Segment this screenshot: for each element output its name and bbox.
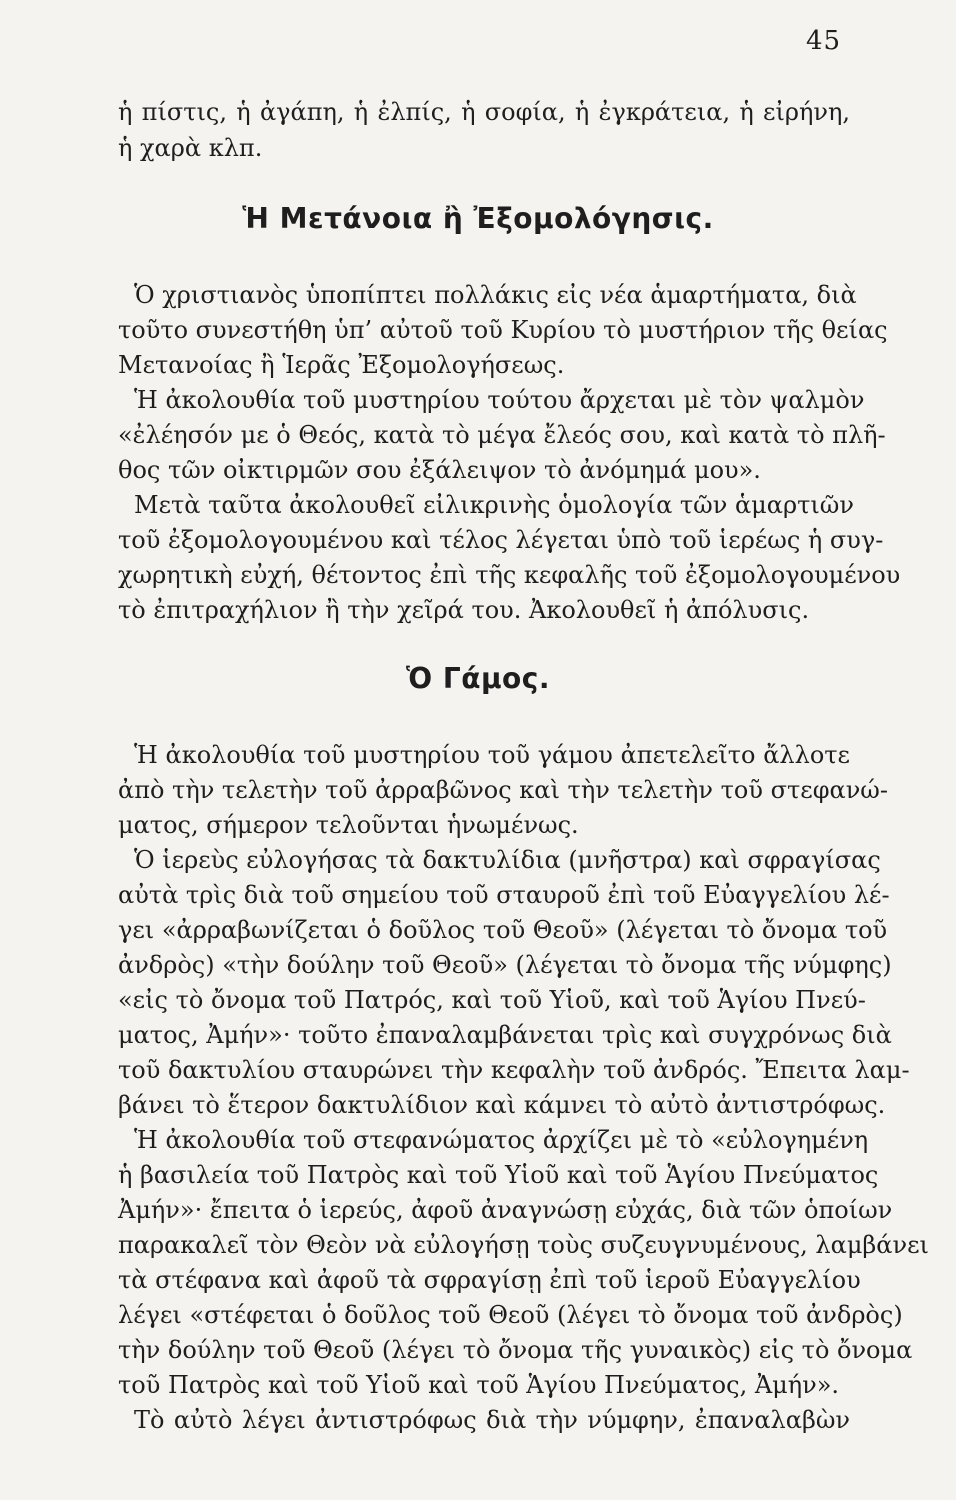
text-line: ἡ χαρὰ κλπ. [118,134,263,162]
text-line: Ὁ χριστιανὸς ὑποπίπτει πολλάκις εἰς νέα ἁμαρτήματα, διὰ [134,281,857,309]
text-line: Ἡ ἀκολουθία τοῦ μυστηρίου τούτου ἄρχεται μὲ τὸν ψαλμὸν [134,386,865,414]
text-line: τὰ στέφανα καὶ ἀφοῦ τὰ σφραγίσῃ ἐπὶ τοῦ ἱεροῦ Εὐαγγελίου [118,1266,861,1294]
text-line: τοῦ δακτυλίου σταυρώνει τὴν κεφαλὴν τοῦ ἀνδρός. Ἔπειτα λαμ- [118,1056,910,1084]
text-line: λέγει «στέφεται ὁ δοῦλος τοῦ Θεοῦ (λέγει τὸ ὄνομα τοῦ ἀνδρὸς) [118,1301,903,1329]
text-line: Ἡ ἀκολουθία τοῦ μυστηρίου τοῦ γάμου ἀπετελεῖτο ἄλλοτε [134,741,850,769]
text-line: τοῦ ἐξομολογουμένου καὶ τέλος λέγεται ὑπὸ τοῦ ἱερέως ἡ συγ- [118,526,884,554]
text-line: παρακαλεῖ τὸν Θεὸν νὰ εὐλογήσῃ τοὺς συζευγνυμένους, λαμβάνει [118,1231,929,1259]
text-line: βάνει τὸ ἕτερον δακτυλίδιον καὶ κάμνει τὸ αὐτὸ ἀντιστρόφως. [118,1091,886,1119]
text-line: τὸ ἐπιτραχήλιον ἢ τὴν χεῖρά του. Ἀκολουθεῖ ἡ ἀπόλυσις. [118,596,810,624]
text-line: ματος, σήμερον τελοῦνται ἡνωμένως. [118,811,579,839]
text-line: τοῦτο συνεστήθη ὑπ’ αὐτοῦ τοῦ Κυρίου τὸ μυστήριον τῆς θείας [118,316,888,344]
text-line: «εἰς τὸ ὄνομα τοῦ Πατρός, καὶ τοῦ Υἱοῦ, καὶ τοῦ Ἁγίου Πνεύ- [118,986,866,1014]
text-line: ἀνδρὸς) «τὴν δούλην τοῦ Θεοῦ» (λέγεται τὸ ὄνομα τῆς νύμφης) [118,951,892,979]
text-line: Ἡ ἀκολουθία τοῦ στεφανώματος ἀρχίζει μὲ τὸ «εὐλογημένη [134,1126,869,1154]
text-line: ματος, Ἀμήν»· τοῦτο ἐπαναλαμβάνεται τρὶς καὶ συγχρόνως διὰ [118,1021,892,1049]
text-line: Μετὰ ταῦτα ἀκολουθεῖ εἰλικρινὴς ὁμολογία τῶν ἁμαρτιῶν [134,491,854,519]
text-line: Τὸ αὐτὸ λέγει ἀντιστρόφως διὰ τὴν νύμφην, ἐπαναλαβὼν [134,1406,850,1434]
text-line: ἡ πίστις, ἡ ἀγάπη, ἡ ἐλπίς, ἡ σοφία, ἡ ἐγκράτεια, ἡ εἰρήνη, [118,98,850,126]
section-heading-repentance: Ἡ Μετάνοια ἢ Ἐξομολόγησις. [242,202,714,235]
text-line: ἀπὸ τὴν τελετὴν τοῦ ἀρραβῶνος καὶ τὴν τελετὴν τοῦ στεφανώ- [118,776,888,804]
text-line: Μετανοίας ἢ Ἱερᾶς Ἐξομολογήσεως. [118,351,565,379]
text-line: Ὁ ἱερεὺς εὐλογήσας τὰ δακτυλίδια (μνῆστρα) καὶ σφραγίσας [134,846,881,874]
text-line: ἡ βασιλεία τοῦ Πατρὸς καὶ τοῦ Υἱοῦ καὶ τοῦ Ἁγίου Πνεύματος [118,1161,879,1189]
text-line: τὴν δούλην τοῦ Θεοῦ (λέγει τὸ ὄνομα τῆς γυναικὸς) εἰς τὸ ὄνομα [118,1336,913,1364]
text-line: Ἀμήν»· ἔπειτα ὁ ἱερεύς, ἀφοῦ ἀναγνώσῃ εὐχάς, διὰ τῶν ὁποίων [118,1196,893,1224]
text-line: αὐτὰ τρὶς διὰ τοῦ σημείου τοῦ σταυροῦ ἐπὶ τοῦ Εὐαγγελίου λέ- [118,881,890,909]
text-line: θος τῶν οἰκτιρμῶν σου ἐξάλειψον τὸ ἀνόμημά μου». [118,456,761,484]
section-heading-marriage: Ὁ Γάμος. [405,662,551,695]
text-line: «ἐλέησόν με ὁ Θεός, κατὰ τὸ μέγα ἔλεός σου, καὶ κατὰ τὸ πλῆ- [118,421,886,449]
text-line: τοῦ Πατρὸς καὶ τοῦ Υἱοῦ καὶ τοῦ Ἁγίου Πνεύματος, Ἀμήν». [118,1371,840,1399]
text-line: γει «ἀρραβωνίζεται ὁ δοῦλος τοῦ Θεοῦ» (λέγεται τὸ ὄνομα τοῦ [118,916,888,944]
text-line: χωρητικὴ εὐχή, θέτοντος ἐπὶ τῆς κεφαλῆς τοῦ ἐξομολογουμένου [118,561,901,589]
page-number: 45 [806,26,842,56]
